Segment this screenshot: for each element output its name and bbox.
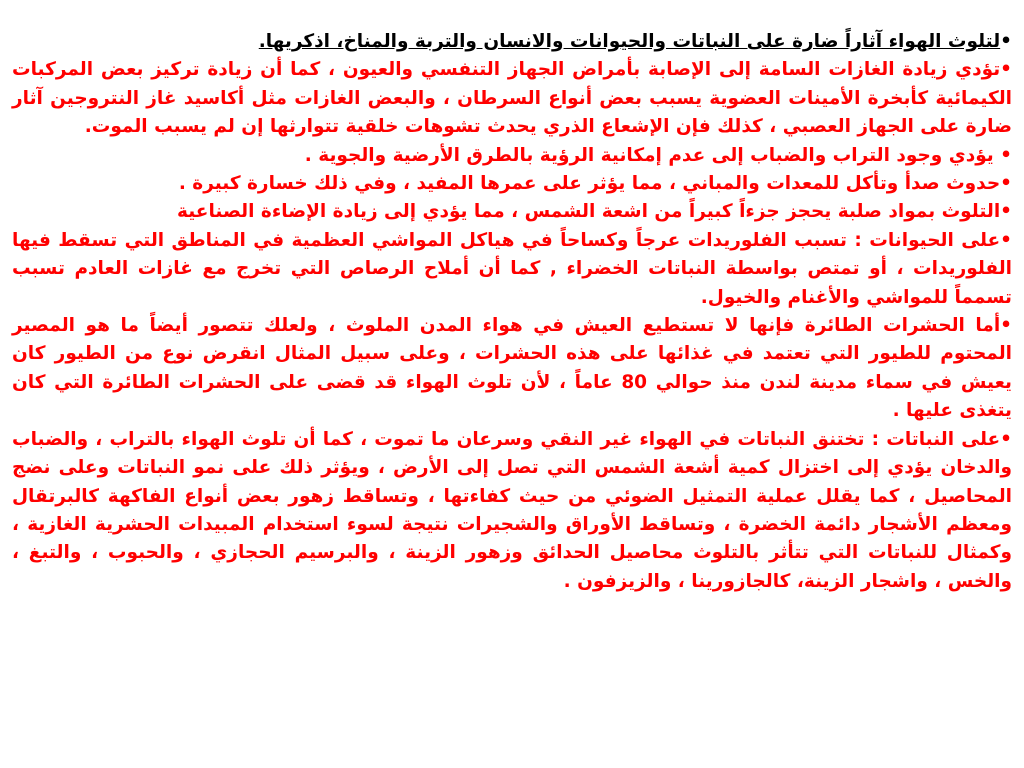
paragraph-animals: •على الحيوانات : تسبب الفلوريدات عرجاً وكساحاً في هياكل المواشي العظمية في المناطق التي تسقط فيها الفلوريدات ، أو تمتص بواسطة النباتات الخضراء , كما أن أملاح الرصاص التي تخرج مع غازات العادم تسبب تسمماً للمواشي والأغنام والخيول. <box>12 229 1012 308</box>
paragraph-human-health: •تؤدي زيادة الغازات السامة إلى الإصابة بأمراض الجهاز التنفسي والعيون ، كما أن زيادة تركيز بعض المركبات الكيمائية كأبخرة الأمينات العضوية يسبب بعض أنواع السرطان ، والبعض الغازات مثل أكاسيد غاز النتروجين آثار ضارة على الجهاز العصبي ، كذلك فإن الإشعاع الذري يحدث تشوهات خلقية تتوارثها إن لم يسبب الموت. <box>12 59 1012 138</box>
slide-body <box>12 28 1012 758</box>
question-heading <box>12 28 1012 56</box>
paragraph-insects: •أما الحشرات الطائرة فإنها لا تستطيع العيش في هواء المدن الملوث ، ولعلك تتصور أيضاً ما هو المصير المحتوم للطيور التي تعتمد في غذائها على هذه الحشرات ، وعلى سبيل المثال انقرض نوع من الطيور كان يعيش في سماء مدينة لندن منذ حوالي 80 عاماً ، لأن تلوث الهواء قد قضى على الحشرات الطائرة التي كان يتغذى عليها . <box>12 315 1012 422</box>
heading-bullet: • <box>1000 31 1012 52</box>
paragraph-solid-pollution: •التلوث بمواد صلبة يحجز جزءاً كبيراً من اشعة الشمس ، مما يؤدي إلى زيادة الإضاءة الصناعية <box>177 201 1012 223</box>
paragraph-visibility: • يؤدي وجود التراب والضباب إلى عدم إمكانية الرؤية بالطرق الأرضية والجوية . <box>304 144 1012 166</box>
paragraph-plants: •على النباتات : تختنق النباتات في الهواء غير النقي وسرعان ما تموت ، كما أن تلوث الهواء بالتراب ، والضباب والدخان يؤدي إلى اختزال كمية أشعة الشمس التي تصل إلى الأرض ، ويؤثر ذلك على نمو النباتات وعلى نضج المحاصيل ، كما يقلل عملية التمثيل الضوئي من حيث كفاءتها ، وتساقط زهور بعض أنواع الفاكهة كالبرتقال ومعظم الأشجار دائمة الخضرة ، وتساقط الأوراق والشجيرات نتيجة لسوء استخدام المبيدات الحشرية الغازية ، وكمثال للنباتات التي تتأثر بالتلوث محاصيل الحدائق وزهور الزينة ، والبرسيم الحجازي ، والحبوب ، والتبغ ، والخس ، واشجار الزينة، كالجازورينا ، والزيزفون . <box>12 428 1012 592</box>
paragraph-corrosion: •حدوث صدأ وتأكل للمعدات والمباني ، مما يؤثر على عمرها المفيد ، وفي ذلك خسارة كبيرة . <box>178 173 1012 195</box>
heading-text: لتلوث الهواء آثاراً ضارة على النباتات والحيوانات والانسان والتربة والمناخ، اذكريها. <box>258 31 1001 52</box>
